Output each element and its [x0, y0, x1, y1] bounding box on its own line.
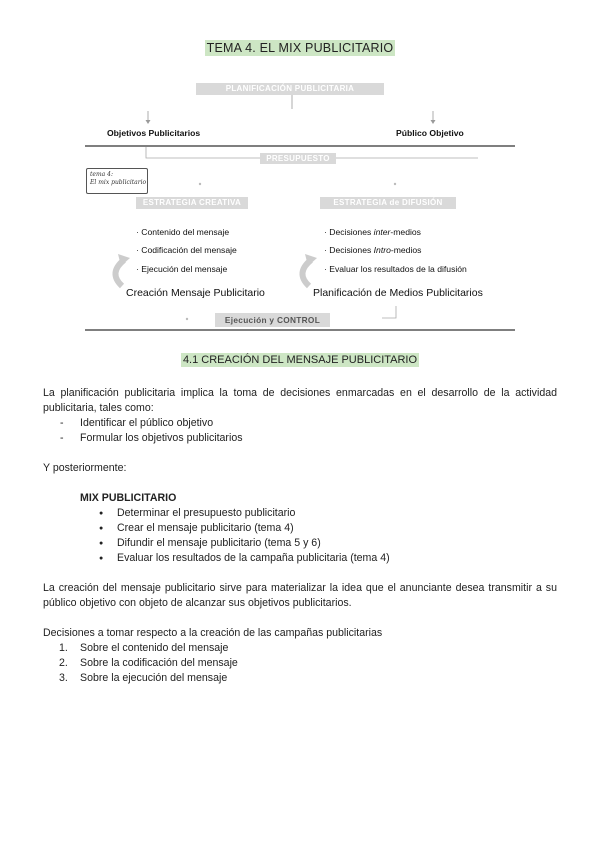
page-title: TEMA 4. EL MIX PUBLICITARIO — [206, 41, 394, 55]
decisions-intro: Decisiones a tomar respecto a la creación de las campañas publicitarias — [43, 627, 383, 639]
dot-marker — [186, 318, 188, 320]
creative-item: · Contenido del mensaje — [136, 227, 230, 237]
planning-box: PLANIFICACIÓN PUBLICITARIA — [196, 83, 384, 95]
list-item: 1. Sobre el contenido del mensaje — [59, 642, 229, 654]
intro-paragraph: La planificación publicitaria implica la toma de decisiones enmarcadas en el desarrollo de la actividad publicitaria, tales como: — [43, 387, 557, 414]
creative-item: · Codificación del mensaje — [136, 245, 237, 255]
planning-diagram — [0, 0, 600, 340]
list-item: 2. Sobre la codificación del mensaje — [59, 657, 238, 669]
target-audience-label: Público Objetivo — [396, 128, 464, 138]
list-item: ● Determinar el presupuesto publicitario — [80, 506, 557, 521]
control-return-line — [382, 306, 396, 318]
list-item: ● Evaluar los resultados de la campaña publicitaria (tema 4) — [80, 551, 557, 566]
objectives-label: Objetivos Publicitarios — [107, 128, 201, 138]
left-arrow-head — [146, 120, 151, 124]
dot-marker — [199, 183, 201, 185]
diffusion-item: · Evaluar los resultados de la difusión — [324, 264, 467, 274]
section-title: 4.1 CREACIÓN DEL MENSAJE PUBLICITARIO — [182, 354, 418, 366]
list-item: - Identificar el público objetivo — [43, 416, 557, 431]
creative-result-label: Creación Mensaje Publicitario — [126, 287, 265, 299]
mix-list — [80, 506, 557, 566]
diffusion-strategy-box: ESTRATEGIA de DIFUSIÓN — [320, 197, 456, 209]
document-body — [43, 386, 557, 686]
list-item: ● Difundir el mensaje publicitario (tema 5 y 6) — [80, 536, 557, 551]
right-arrow-head — [431, 120, 436, 124]
creation-paragraph: La creación del mensaje publicitario sirve para materializar la idea que el anunciante desea transmitir a su público objetivo con objeto de alcanzar sus objetivos publicitarios. — [43, 582, 557, 609]
dot-marker — [394, 183, 396, 185]
control-box: Ejecución y CONTROL — [215, 313, 330, 327]
list-item: - Formular los objetivos publicitarios — [43, 431, 557, 446]
diffusion-item: · Decisiones Intro-medios — [324, 245, 422, 255]
budget-box: PRESUPUESTO — [260, 153, 336, 164]
mix-block — [43, 491, 557, 566]
list-item: 3. Sobre la ejecución del mensaje — [59, 672, 228, 684]
creative-item: · Ejecución del mensaje — [136, 264, 228, 274]
list-item: ● Crear el mensaje publicitario (tema 4) — [80, 521, 557, 536]
budget-connector-left — [146, 147, 260, 158]
diffusion-item: · Decisiones inter-medios — [324, 227, 421, 237]
decisions-list — [43, 641, 557, 686]
intro-list — [43, 416, 557, 446]
topic-note: tema 4: El mix publicitario — [86, 168, 148, 194]
later-text: Y posteriormente: — [43, 462, 127, 474]
creative-strategy-box: ESTRATEGIA CREATIVA — [136, 197, 248, 209]
mix-title: MIX PUBLICITARIO — [80, 492, 177, 504]
diffusion-result-label: Planificación de Medios Publicitarios — [313, 287, 483, 299]
